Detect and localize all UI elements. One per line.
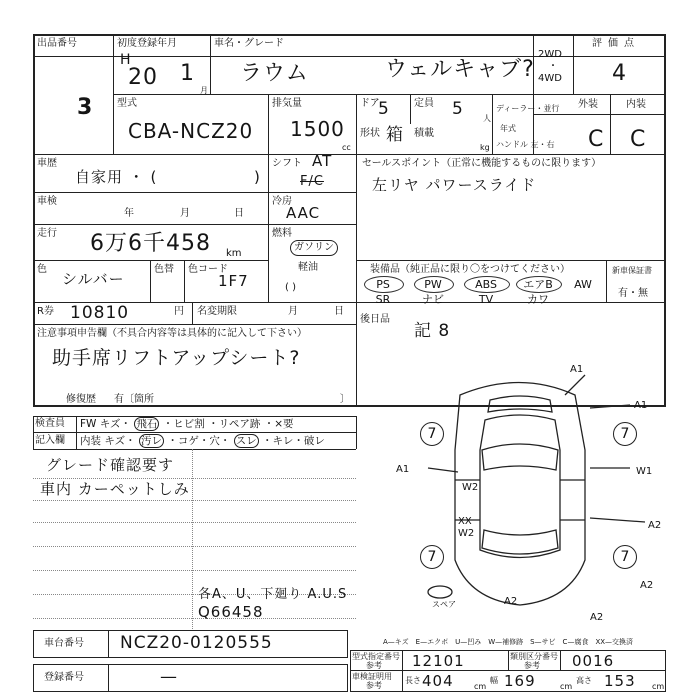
rule bbox=[606, 260, 607, 302]
diagram-bottom-num: Q66458 bbox=[198, 603, 264, 621]
rule bbox=[76, 416, 77, 449]
ext-value: C bbox=[588, 127, 605, 152]
fuel-paren: ( ) bbox=[285, 282, 296, 293]
insp-item: 汚レ bbox=[140, 435, 162, 447]
dmg-mark: XX bbox=[458, 516, 472, 527]
rule bbox=[33, 500, 356, 501]
rule bbox=[350, 670, 666, 671]
inspector-label: 検査員 bbox=[35, 418, 65, 429]
int-label: 内装 bbox=[626, 99, 646, 110]
after-value: 記 8 bbox=[414, 321, 451, 341]
after-label: 後日品 bbox=[360, 314, 390, 325]
dmg-mark: A2 bbox=[640, 580, 654, 591]
wheel-fl-icon: 7 bbox=[420, 422, 444, 446]
height-unit: cm bbox=[652, 682, 665, 691]
name-change-month: 月 bbox=[288, 306, 298, 317]
circled-mark bbox=[364, 276, 404, 293]
recycle-value: 10810 bbox=[70, 303, 130, 323]
rule bbox=[33, 416, 34, 449]
class-label: 類別区分番号 bbox=[510, 652, 558, 661]
rule bbox=[508, 650, 509, 670]
recycle-label: R券 bbox=[37, 306, 54, 317]
rule bbox=[356, 94, 357, 154]
lot-value: 3 bbox=[77, 95, 94, 120]
dmg-mark: A1 bbox=[634, 400, 648, 411]
name-change-day: 日 bbox=[334, 306, 344, 317]
rule bbox=[33, 478, 356, 479]
load-unit: kg bbox=[480, 143, 490, 152]
rule bbox=[33, 192, 356, 193]
rule bbox=[268, 94, 269, 154]
history-label: 車歴 bbox=[37, 158, 57, 169]
inspection-label: 車検 bbox=[37, 196, 57, 207]
repair-close: 〕 bbox=[340, 394, 350, 405]
type-sub: 参考 bbox=[366, 661, 382, 670]
rule bbox=[33, 432, 356, 433]
doors-value: 5 bbox=[378, 99, 390, 119]
spare-label: スペア bbox=[432, 600, 456, 609]
equip-ps: PS bbox=[376, 278, 390, 291]
era-value: H bbox=[120, 52, 132, 68]
insp-item: 飛石 bbox=[136, 418, 158, 430]
model-label: 型式 bbox=[117, 98, 137, 109]
notes-label: 注意事項申告欄（不具合内容等は具体的に記入して下さい） bbox=[37, 328, 307, 339]
wheel-fr-icon: 7 bbox=[613, 422, 637, 446]
insp-item: キズ・ bbox=[104, 435, 136, 447]
month-unit: 月 bbox=[200, 86, 208, 95]
capacity-value: 5 bbox=[452, 99, 464, 119]
entry-label: 記入欄 bbox=[35, 435, 65, 446]
dmg-mark: W2 bbox=[458, 528, 475, 539]
car-windshield bbox=[482, 444, 558, 470]
class-value: 0016 bbox=[572, 652, 615, 670]
wheel-rl-icon: 7 bbox=[420, 545, 444, 569]
mileage-label: 走行 bbox=[37, 228, 57, 239]
rule bbox=[113, 94, 666, 95]
sales-point-value: 左リヤ パワースライド bbox=[372, 176, 537, 194]
color-code-value: 1F7 bbox=[218, 272, 249, 290]
rule bbox=[33, 618, 356, 619]
name-change-label: 名変期限 bbox=[197, 306, 237, 317]
doors-label: ドア bbox=[360, 98, 380, 109]
insp-item: FW bbox=[80, 418, 97, 430]
wheel-rr-icon: 7 bbox=[613, 545, 637, 569]
shift-struck: F/C bbox=[300, 174, 324, 189]
color-label: 色 bbox=[37, 264, 47, 275]
fuel-diesel: 軽油 bbox=[298, 262, 318, 273]
int-value: C bbox=[630, 127, 647, 152]
len-name: 長さ bbox=[405, 676, 421, 685]
rule bbox=[108, 664, 109, 692]
disp-unit: cc bbox=[342, 143, 351, 152]
insp-item: ・キレ・破レ bbox=[262, 435, 325, 447]
circled-mark bbox=[414, 276, 454, 293]
score-label: 評価点 bbox=[592, 38, 640, 49]
rule bbox=[33, 522, 356, 523]
inspector-note-1: グレード確認要す bbox=[46, 456, 175, 474]
color-chg-label: 色替 bbox=[154, 264, 174, 275]
circled-mark bbox=[516, 276, 562, 293]
car-roof bbox=[480, 415, 560, 558]
notes-value: 助手席リフトアップシート? bbox=[52, 347, 301, 369]
circled-mark bbox=[464, 276, 510, 293]
equip-tv: TV bbox=[478, 293, 494, 306]
insp-item: 内装 bbox=[80, 435, 101, 447]
len-label: 車検証明用 bbox=[352, 672, 392, 681]
ext-label: 外装 bbox=[578, 99, 598, 110]
history-close: ) bbox=[254, 168, 261, 186]
equip-pw: PW bbox=[424, 278, 442, 291]
capacity-unit: 人 bbox=[483, 114, 491, 123]
rule bbox=[150, 260, 151, 302]
inspector-note-2: 車内 カーペットしみ bbox=[40, 480, 190, 498]
rule bbox=[402, 650, 403, 692]
insp-item: スレ bbox=[235, 435, 257, 447]
type-label: 型式指定番号 bbox=[352, 652, 400, 661]
rule bbox=[610, 94, 611, 154]
fuel-gasoline: ガソリン bbox=[290, 240, 338, 256]
inspection-day-unit: 日 bbox=[234, 208, 244, 219]
rule bbox=[560, 650, 561, 670]
mileage-value: 6万6千458 bbox=[90, 231, 211, 256]
warranty-label: 新車保証書 bbox=[612, 266, 652, 275]
rule bbox=[356, 416, 357, 449]
rule bbox=[33, 416, 356, 417]
type-value: 12101 bbox=[412, 652, 465, 670]
rule bbox=[184, 260, 185, 302]
dmg-mark: W2 bbox=[462, 482, 479, 493]
color-code-label: 色コード bbox=[188, 264, 228, 275]
recycle-unit: 円 bbox=[174, 306, 184, 317]
year-value: 20 bbox=[128, 65, 158, 90]
rule bbox=[192, 302, 193, 324]
len-value: 404 bbox=[422, 672, 454, 690]
insp-item: ・×要 bbox=[263, 418, 294, 430]
len-unit: cm bbox=[474, 682, 487, 691]
registration-label: 登録番号 bbox=[44, 672, 84, 683]
drive-dot: ・ bbox=[548, 61, 558, 72]
dmg-mark: A2 bbox=[590, 612, 604, 623]
dmg-mark: A2 bbox=[648, 520, 662, 531]
mileage-unit: km bbox=[226, 248, 242, 259]
drive-2wd: 2WD bbox=[538, 49, 562, 60]
height-value: 153 bbox=[604, 672, 636, 690]
shift-value: AT bbox=[312, 152, 333, 170]
width-name: 幅 bbox=[490, 676, 498, 685]
equip-sr: SR bbox=[375, 293, 391, 306]
repair-value: 有〔箇所 bbox=[114, 394, 154, 405]
year-label: 年式 bbox=[500, 124, 516, 133]
body-label: 形状 bbox=[360, 128, 380, 139]
rule bbox=[33, 449, 356, 450]
model-value: CBA-NCZ20 bbox=[128, 119, 254, 143]
inspection-year-unit: 年 bbox=[124, 208, 134, 219]
rule bbox=[33, 224, 356, 225]
dealer-label: ディーラー・並行 bbox=[496, 104, 560, 113]
insp-item: キズ・ bbox=[99, 418, 132, 430]
handle-label: ハンドル 左・右 bbox=[496, 140, 555, 149]
equipment-label: 装備品（純正品に限り〇をつけてください） bbox=[370, 264, 570, 275]
height-name: 高さ bbox=[576, 676, 592, 685]
body-value: 箱 bbox=[386, 125, 404, 145]
disp-label: 排気量 bbox=[272, 98, 302, 109]
dmg-mark: W1 bbox=[636, 466, 653, 477]
score-value: 4 bbox=[612, 61, 627, 86]
insp-item: ・コゲ・穴・ bbox=[167, 435, 231, 447]
repair-label: 修復歴 bbox=[66, 394, 96, 405]
rule bbox=[108, 630, 109, 658]
aircon-label: 冷房 bbox=[272, 196, 292, 207]
warranty-value: 有・無 bbox=[618, 288, 648, 299]
month-value: 1 bbox=[180, 61, 195, 86]
drive-4wd: 4WD bbox=[538, 73, 562, 84]
rule bbox=[356, 260, 666, 261]
inspector-row-2 bbox=[80, 435, 325, 447]
rule bbox=[268, 154, 269, 302]
rule bbox=[192, 449, 193, 629]
sales-point-label: セールスポイント（正常に機能するものに限ります） bbox=[362, 158, 602, 169]
rule bbox=[573, 34, 574, 94]
inspection-month-unit: 月 bbox=[180, 208, 190, 219]
dmg-mark: A2 bbox=[504, 596, 518, 607]
rule bbox=[210, 34, 211, 94]
car-damage-diagram bbox=[390, 360, 680, 620]
damage-legend: A—キズ E—エクボ U—凹み W—補修跡 S—サビ C—腐食 XX—交換済 bbox=[383, 638, 634, 646]
dmg-mark: A1 bbox=[570, 364, 584, 375]
insp-item: ・リペア跡 bbox=[208, 418, 261, 430]
equip-airbag: エアB bbox=[523, 278, 553, 291]
rule bbox=[33, 570, 356, 571]
disp-value: 1500 bbox=[290, 117, 345, 141]
rule bbox=[356, 154, 357, 407]
dmg-mark: A1 bbox=[396, 464, 410, 475]
width-unit: cm bbox=[560, 682, 573, 691]
rule bbox=[33, 546, 356, 547]
carname-label: 車名・グレード bbox=[214, 38, 284, 49]
chassis-value: NCZ20-0120555 bbox=[120, 633, 273, 653]
aircon-value: AAC bbox=[286, 204, 321, 222]
diagram-bottom-note: 各A、U、下廻り A.U.S bbox=[198, 587, 348, 602]
registration-value: — bbox=[160, 667, 178, 687]
grade-value: ウェルキャブ? bbox=[385, 57, 535, 82]
width-value: 169 bbox=[504, 672, 536, 690]
fuel-label: 燃料 bbox=[272, 228, 292, 239]
capacity-label: 定員 bbox=[414, 98, 434, 109]
rule bbox=[492, 94, 493, 154]
equip-abs: ABS bbox=[475, 278, 497, 291]
rule bbox=[33, 324, 356, 325]
class-sub: 参考 bbox=[524, 661, 540, 670]
lot-label: 出品番号 bbox=[37, 38, 77, 49]
equip-aw: AW bbox=[574, 278, 592, 291]
rule bbox=[410, 94, 411, 124]
len-sub: 参考 bbox=[366, 681, 382, 690]
shift-label: シフト bbox=[272, 158, 302, 169]
equip-leather: カワ bbox=[527, 293, 549, 306]
rule bbox=[533, 114, 666, 115]
color-value: シルバー bbox=[62, 270, 125, 288]
car-name: ラウム bbox=[240, 61, 309, 86]
first-reg-label: 初度登録年月 bbox=[117, 38, 177, 49]
rule bbox=[33, 154, 666, 155]
car-rear-window bbox=[482, 530, 558, 554]
inspector-row-1 bbox=[80, 418, 294, 430]
car-hood bbox=[488, 396, 552, 412]
history-value: 自家用 ・ ( bbox=[75, 168, 158, 186]
chassis-label: 車台番号 bbox=[44, 638, 84, 649]
load-label: 積載 bbox=[414, 128, 434, 139]
spare-tire-icon bbox=[428, 586, 452, 598]
insp-item: ・ヒビ割 bbox=[162, 418, 205, 430]
equip-navi: ナビ bbox=[422, 293, 444, 306]
